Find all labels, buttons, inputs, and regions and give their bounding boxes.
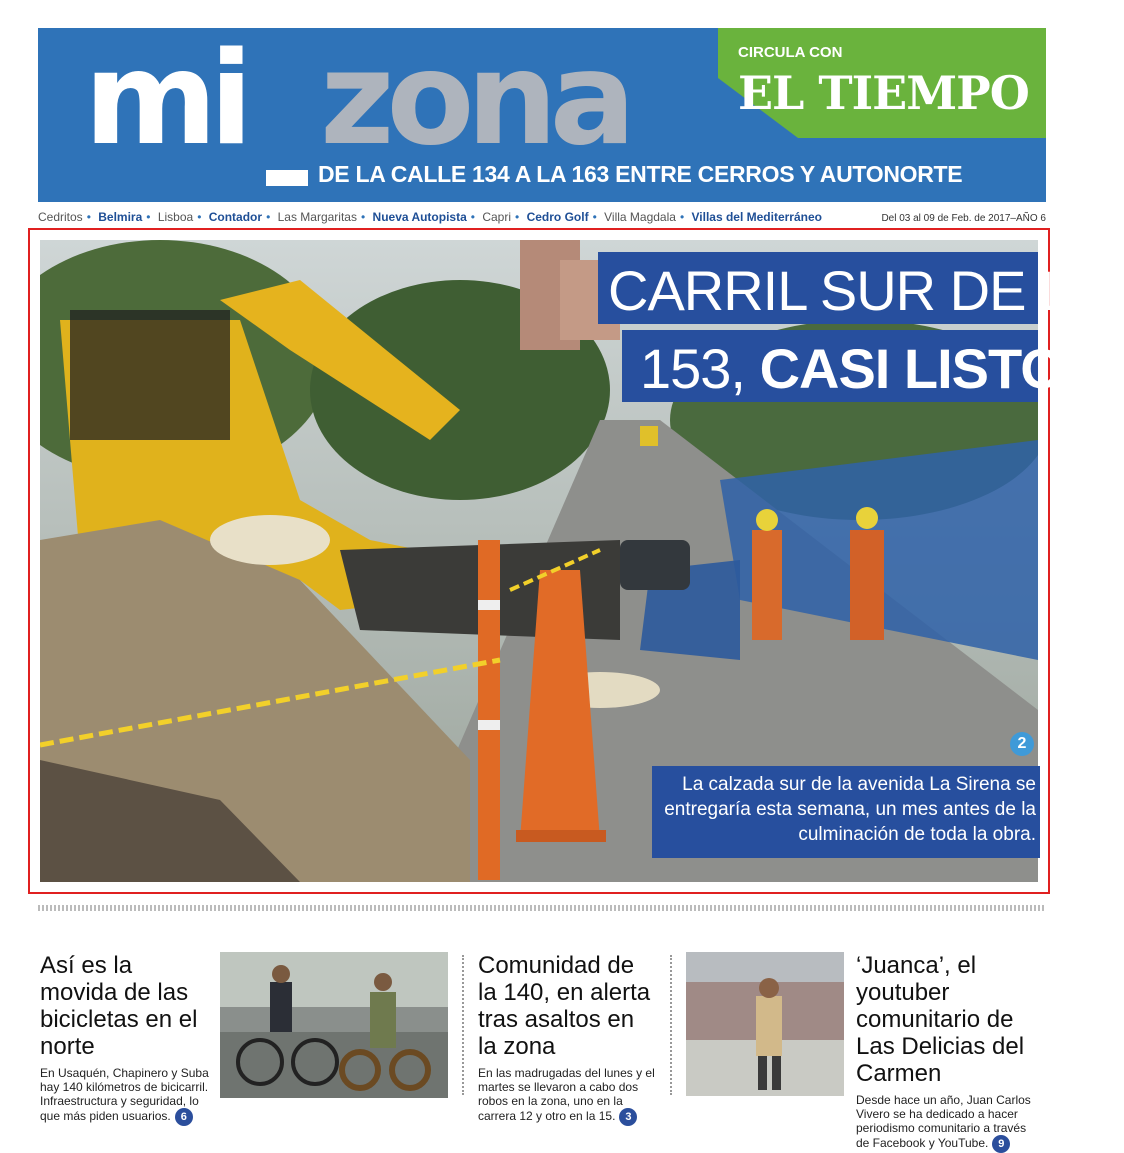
nav-item[interactable]: Lisboa [157, 210, 194, 224]
nav-item[interactable]: Contador [208, 210, 263, 224]
logo-mi: mi [84, 28, 246, 174]
nav-item[interactable]: Villas del Mediterráneo [691, 210, 822, 224]
story-body: En las madrugadas del lunes y el martes se llevaron a cabo dos robos en la zona, uno en la carrera 12 y otro en la 15. [478, 1066, 655, 1123]
subline-bar [266, 170, 308, 186]
page-badge[interactable]: 6 [175, 1108, 193, 1126]
headline-line-1: CARRIL SUR DE LA [608, 259, 1107, 322]
circula-label: CIRCULA CON [738, 44, 843, 61]
story-title[interactable]: Comunidad de la 140, en alerta tras asaltos en la zona [478, 952, 651, 1060]
story-juanca[interactable] [856, 952, 1042, 1153]
page-badge[interactable]: 2 [1010, 732, 1034, 756]
page-badge[interactable]: 3 [619, 1108, 637, 1126]
nav-item[interactable]: Nueva Autopista [372, 210, 467, 224]
bicycles-photo[interactable] [220, 952, 448, 1098]
issue-date: Del 03 al 09 de Feb. de 2017–AÑO 6 [881, 213, 1046, 224]
story-body: En Usaquén, Chapinero y Suba hay 140 kilómetros de bicicarril. Infraestructura y seguridad, lo que más piden usuarios. [40, 1066, 209, 1123]
nav-item[interactable]: Cedro Golf [526, 210, 589, 224]
story-title[interactable]: ‘Juanca’, el youtuber comunitario de Las Delicias del Carmen [856, 952, 1025, 1087]
coverage-area: DE LA CALLE 134 A LA 163 ENTRE CERROS Y AUTONORTE [318, 161, 963, 187]
masthead [38, 28, 1046, 202]
section-divider [38, 905, 1046, 911]
story-comunidad-140[interactable] [478, 952, 658, 1126]
story-bicicletas[interactable] [40, 952, 212, 1126]
nav-item[interactable]: Villa Magdala [604, 210, 676, 224]
column-divider [670, 955, 672, 1095]
hero-caption: La calzada sur de la avenida La Sirena se entregaría esta semana, un mes antes de la culminación de toda la obra. [664, 774, 1036, 845]
headline-line-2: 153, CASI LISTO [640, 337, 1063, 400]
neighborhood-list: Cedritos • Belmira • Lisboa • Contador • Las Margaritas • Nueva Autopista • Capri • Cedro Golf • Villa Magdala • Villas del Mediterráneo [38, 210, 822, 224]
story-title[interactable]: Así es la movida de las bicicletas en el norte [40, 952, 198, 1060]
nav-item[interactable]: Cedritos [38, 210, 83, 224]
nav-item[interactable]: Capri [482, 210, 512, 224]
story-body: Desde hace un año, Juan Carlos Vivero se ha dedicado a hacer periodismo comunitario a través de Facebook y YouTube. [856, 1093, 1031, 1150]
juanca-photo[interactable] [686, 952, 844, 1096]
column-divider [462, 955, 464, 1095]
nav-item[interactable]: Belmira [98, 210, 143, 224]
logo-zona: zona [320, 28, 628, 174]
nav-item[interactable]: Las Margaritas [277, 210, 357, 224]
page-badge[interactable]: 9 [992, 1135, 1010, 1153]
el-tiempo-logo: EL TIEMPO [738, 66, 1029, 120]
